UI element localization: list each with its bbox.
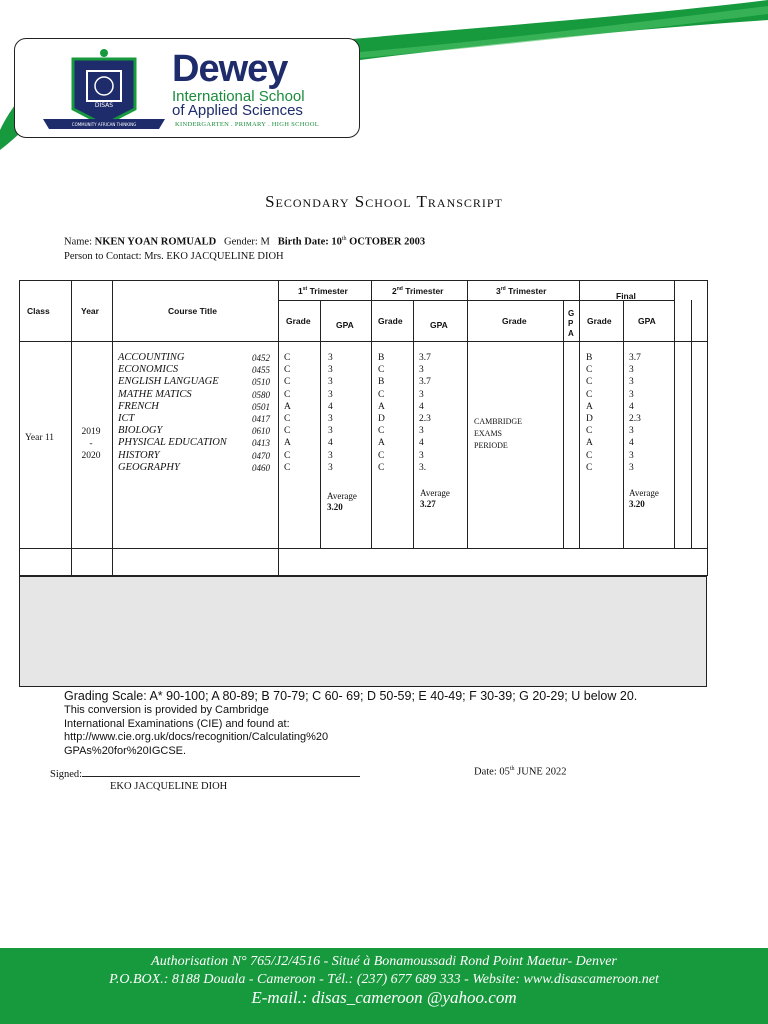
course-name: ENGLISH LANGUAGE	[118, 376, 219, 388]
t1-gpa: 3	[328, 450, 333, 461]
conversion-line: http://www.cie.org.uk/docs/recognition/Calculating%20	[64, 731, 329, 743]
table-line	[112, 280, 113, 576]
t1-grade: C	[284, 462, 291, 473]
table-line	[467, 280, 468, 549]
course-row	[118, 364, 270, 376]
course-code: 0501	[252, 401, 270, 412]
t2-grade: D	[378, 413, 385, 424]
final-grade: C	[586, 450, 593, 461]
final-gpa-column	[629, 352, 641, 474]
final-grade: C	[586, 365, 593, 376]
grading-scale: Grading Scale: A* 90-100; A 80-89; B 70-79; C 60- 69; D 50-59; E 40-49; F 30-39; G 20-29; U below 20.	[64, 689, 638, 703]
final-average: Average 3.20	[629, 488, 659, 509]
brand-tagline: KINDERGARTEN . PRIMARY . HIGH SCHOOL	[175, 121, 319, 128]
course-row	[118, 352, 270, 364]
t2-grade: C	[378, 426, 385, 437]
t1-gpa: 3	[328, 389, 333, 400]
course-row	[118, 389, 270, 401]
table-line	[623, 300, 624, 549]
header-trimester-1: 1st Trimester	[298, 286, 348, 296]
t2-gpa-column	[419, 352, 431, 474]
course-code: 0470	[252, 450, 270, 461]
birth-label: Birth Date:	[277, 236, 329, 248]
t2-gpa: 2.3	[419, 413, 431, 424]
t3-note-line: EXAMS	[474, 429, 503, 439]
signed-label: Signed:	[50, 769, 83, 780]
header-course-title: Course Title	[168, 306, 217, 316]
course-code: 0455	[252, 365, 270, 376]
course-code: 0610	[252, 426, 270, 437]
header-final: Final	[616, 291, 636, 301]
course-name: ACCOUNTING	[118, 352, 185, 363]
t2-gpa: 3	[419, 389, 424, 400]
t1-gpa-column	[328, 352, 333, 474]
t2-gpa: 3.	[419, 462, 427, 473]
table-line	[579, 280, 580, 549]
document-title: Secondary School Transcript	[265, 192, 503, 211]
conversion-line: International Examinations (CIE) and found at:	[64, 717, 290, 730]
table-line	[278, 280, 279, 576]
header-class: Class	[27, 306, 50, 316]
signed-line	[50, 766, 360, 780]
table-line	[19, 548, 707, 549]
header-gpa-t3-vertical: G P A	[568, 309, 575, 338]
t2-gpa: 3.7	[419, 377, 431, 388]
final-gpa: 4	[629, 401, 634, 412]
t2-gpa: 3.7	[419, 353, 431, 363]
header-grade-t3: Grade	[502, 316, 527, 326]
t1-gpa: 3	[328, 462, 333, 473]
table-line	[19, 280, 708, 281]
remarks-box	[19, 576, 707, 687]
final-grade: C	[586, 426, 593, 437]
brand-line-2: of Applied Sciences	[172, 102, 303, 119]
final-gpa: 3	[629, 426, 634, 437]
crest-motto: COMMUNITY AFRICAN THINKING	[71, 122, 137, 127]
footer-authorisation: Authorisation N° 765/J2/4516 - Situé à Bonamoussadi Rond Point Maetur- Denver	[151, 954, 617, 969]
final-gpa: 3	[629, 462, 634, 473]
final-grade: A	[586, 401, 593, 412]
contact-value: Mrs. EKO JACQUELINE DIOH	[144, 251, 284, 262]
final-gpa: 4	[629, 438, 634, 449]
student-name: NKEN YOAN ROMUALD	[94, 236, 217, 248]
school-logo-card	[14, 38, 360, 138]
course-code: 0417	[252, 414, 270, 425]
final-grade: D	[586, 413, 593, 424]
final-grade: A	[586, 438, 593, 449]
final-grade-column	[586, 352, 593, 474]
course-name: FRENCH	[118, 400, 159, 412]
conversion-note	[64, 704, 328, 758]
t2-grade: A	[378, 438, 385, 449]
header-year: Year	[81, 306, 99, 316]
t1-grade: A	[284, 401, 291, 412]
t1-gpa: 4	[328, 438, 333, 449]
t2-gpa: 3	[419, 426, 424, 437]
t2-grade: C	[378, 462, 385, 473]
gender-label: Gender:	[224, 236, 258, 248]
course-row	[118, 425, 270, 437]
course-code: 0413	[252, 438, 270, 449]
gender-value: M	[260, 236, 270, 248]
table-line	[19, 280, 20, 576]
table-line	[413, 300, 414, 549]
course-row	[118, 450, 270, 462]
final-grade: C	[586, 377, 593, 388]
t2-grade: B	[378, 377, 385, 388]
course-list	[118, 352, 270, 474]
header-trimester-3: 3rd Trimester	[496, 286, 547, 296]
t1-grade: C	[284, 377, 291, 388]
table-line	[563, 300, 564, 549]
footer-email: E-mail.: disas_cameroon @yahoo.com	[251, 988, 517, 1007]
final-gpa: 2.3	[629, 413, 641, 424]
course-row	[118, 413, 270, 425]
t2-grade: A	[378, 401, 385, 412]
t1-gpa: 3	[328, 365, 333, 376]
brand-line-1: International School	[172, 88, 305, 105]
conversion-line: This conversion is provided by Cambridge	[64, 704, 269, 716]
t3-note	[474, 416, 522, 453]
birth-rest: OCTOBER 2003	[349, 236, 426, 248]
t1-grade: C	[284, 450, 291, 461]
course-code: 0580	[252, 389, 270, 400]
t1-grade: C	[284, 413, 291, 424]
course-name: GEOGRAPHY	[118, 461, 180, 473]
course-name: PHYSICAL EDUCATION	[118, 437, 227, 449]
course-name: MATHE MATICS	[118, 388, 192, 400]
t2-gpa: 4	[419, 438, 424, 449]
course-code: 0460	[252, 462, 270, 473]
footer-contact: P.O.BOX.: 8188 Douala - Cameroon - Tél.: (237) 677 689 333 - Website: www.disascameroon.net	[109, 972, 659, 987]
t2-grade-column	[378, 352, 385, 474]
t2-grade: C	[378, 365, 385, 376]
contact-label: Person to Contact:	[64, 251, 142, 262]
header-gpa-final: GPA	[638, 316, 656, 326]
t2-gpa: 3	[419, 450, 424, 461]
t1-gpa: 3	[328, 413, 333, 424]
t2-gpa: 4	[419, 401, 424, 412]
t2-average: Average 3.27	[420, 488, 450, 509]
table-line	[71, 280, 72, 576]
signer-name: EKO JACQUELINE DIOH	[110, 781, 228, 792]
header-grade-t1: Grade	[286, 316, 311, 326]
course-row	[118, 462, 270, 474]
final-grade: C	[586, 462, 593, 473]
course-name: ECONOMICS	[118, 364, 179, 376]
header-grade-t2: Grade	[378, 316, 403, 326]
course-name: HISTORY	[118, 449, 160, 461]
table-line	[371, 280, 372, 549]
t1-gpa: 3	[328, 426, 333, 437]
contact-line	[64, 251, 284, 262]
course-code: 0452	[252, 353, 270, 363]
final-gpa: 3	[629, 450, 634, 461]
course-name: BIOLOGY	[118, 425, 163, 437]
header-grade-final: Grade	[587, 316, 612, 326]
t1-gpa: 4	[328, 401, 333, 412]
course-code: 0510	[252, 377, 270, 388]
final-gpa: 3.7	[629, 353, 641, 363]
course-row	[118, 401, 270, 413]
course-name: ICT	[118, 413, 135, 425]
t1-grade: A	[284, 438, 291, 449]
t1-grade: C	[284, 353, 291, 363]
final-gpa: 3	[629, 389, 634, 400]
conversion-line: GPAs%20for%20IGCSE.	[64, 744, 187, 757]
course-row	[118, 437, 270, 449]
header-gpa-t2: GPA	[430, 320, 448, 330]
t2-grade: B	[378, 353, 385, 363]
table-line	[320, 300, 321, 549]
table-line	[674, 280, 675, 549]
brand-name: Dewey	[172, 48, 288, 90]
course-row	[118, 376, 270, 388]
final-grade: C	[586, 389, 593, 400]
crest-label: DISAS	[94, 102, 114, 109]
t1-gpa: 3	[328, 377, 333, 388]
t1-average: Average 3.20	[327, 491, 357, 512]
table-line	[19, 341, 707, 342]
t2-gpa: 3	[419, 365, 424, 376]
t3-note-line: PERIODE	[474, 441, 508, 451]
year-value: 2019 - 2020	[81, 427, 101, 462]
student-name-line	[64, 236, 425, 248]
birth-day: 10	[331, 236, 342, 248]
final-gpa: 3	[629, 377, 634, 388]
birth-day-suffix: th	[341, 236, 347, 242]
t1-grade-column	[284, 352, 291, 474]
final-grade: B	[586, 353, 593, 363]
t1-grade: C	[284, 365, 291, 376]
school-crest-icon	[39, 45, 169, 133]
table-line	[691, 300, 692, 549]
t2-grade: C	[378, 389, 385, 400]
signature-line	[82, 766, 360, 777]
header-trimester-2: 2nd Trimester	[392, 286, 444, 296]
t1-grade: C	[284, 389, 291, 400]
t2-grade: C	[378, 450, 385, 461]
signature-date: Date: 05th JUNE 2022	[474, 766, 567, 778]
t3-note-line: CAMBRIDGE	[474, 417, 523, 426]
table-line	[707, 280, 708, 576]
class-value: Year 11	[25, 433, 55, 443]
t1-gpa: 3	[328, 353, 333, 363]
name-label: Name:	[64, 236, 92, 248]
footer-bar	[0, 948, 768, 1024]
final-gpa: 3	[629, 365, 634, 376]
t1-grade: C	[284, 426, 291, 437]
header-gpa-t1: GPA	[336, 320, 354, 330]
